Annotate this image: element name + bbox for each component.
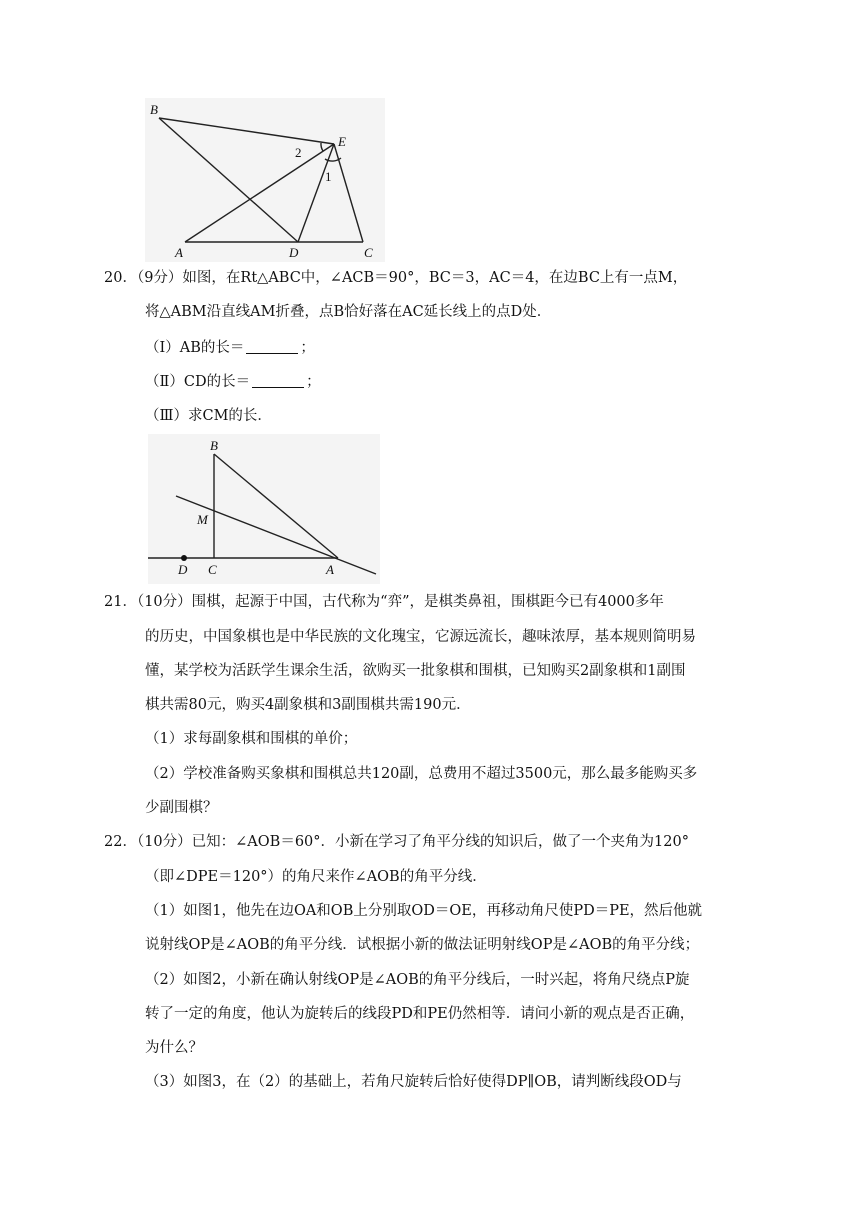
q20-part-1-text: （Ⅰ）AB的长＝: [145, 340, 245, 356]
q21-line-4: 棋共需80元，购买4副象棋和3副围棋共需190元．: [145, 697, 471, 713]
q20-line-1: 20．（9分）如图，在Rt△ABC中，∠ACB＝90°，BC＝3，AC＝4，在边BC上有一点M，: [104, 270, 688, 286]
q22-part-3: （3）如图3，在（2）的基础上，若角尺旋转后恰好使得DP∥OB，请判断线段OD与: [145, 1074, 682, 1090]
point-d-dot: [181, 555, 187, 561]
q21-part-2b: 少副围棋？: [145, 800, 218, 816]
q22-part-2b: 转了一定的角度，他认为旋转后的线段PD和PE仍然相等．请问小新的观点是否正确，: [145, 1006, 695, 1022]
q20-part-1: [145, 338, 315, 358]
label-angle-1: 1: [325, 169, 332, 184]
q20-part-2-suffix: ；: [306, 374, 321, 390]
label-b: B: [150, 102, 158, 117]
figure-right-triangle: [148, 434, 380, 584]
answer-blank[interactable]: [252, 373, 304, 388]
q20-part-1-suffix: ；: [300, 340, 315, 356]
q20-part-2-text: （Ⅱ）CD的长＝: [145, 374, 251, 390]
label-a: A: [326, 562, 334, 577]
q22-part-2c: 为什么？: [145, 1040, 203, 1056]
q21-part-1: （1）求每副象棋和围棋的单价；: [145, 731, 358, 747]
q20-part-3: （Ⅲ）求CM的长．: [145, 408, 272, 424]
q20-line-2: 将△ABM沿直线AM折叠，点B恰好落在AC延长线上的点D处．: [145, 304, 552, 320]
label-d: D: [289, 245, 299, 260]
q21-line-2: 的历史，中国象棋也是中华民族的文化瑰宝，它源远流长，趣味浓厚，基本规则简明易: [145, 629, 696, 645]
q21-line-3: 懂，某学校为活跃学生课余生活，欲购买一批象棋和围棋，已知购买2副象棋和1副围: [145, 663, 686, 679]
figure-triangle-fold: [145, 98, 385, 262]
q22-line-2: （即∠DPE＝120°）的角尺来作∠AOB的角平分线．: [145, 869, 487, 885]
q22-line-1: 22．（10分）已知：∠AOB＝60°．小新在学习了角平分线的知识后，做了一个夹角为120°: [104, 834, 689, 850]
label-a: A: [175, 245, 183, 260]
q22-part-1b: 说射线OP是∠AOB的角平分线．试根据小新的做法证明射线OP是∠AOB的角平分线；: [145, 937, 700, 953]
q21-line-1: 21．（10分）围棋，起源于中国，古代称为“弈”，是棋类鼻祖，围棋距今已有4000多年: [104, 594, 664, 610]
label-m: M: [197, 512, 208, 527]
label-d: D: [178, 562, 188, 577]
q20-part-2: [145, 372, 321, 392]
label-c: C: [364, 245, 373, 260]
q21-part-2a: （2）学校准备购买象棋和围棋总共120副，总费用不超过3500元，那么最多能购买多: [145, 766, 698, 782]
q22-part-1a: （1）如图1，他先在边OA和OB上分别取OD＝OE，再移动角尺使PD＝PE，然后他就: [145, 903, 703, 919]
answer-blank[interactable]: [246, 339, 298, 354]
label-e: E: [338, 134, 346, 149]
label-c: C: [208, 562, 217, 577]
label-angle-2: 2: [295, 145, 302, 160]
q22-part-2a: （2）如图2，小新在确认射线OP是∠AOB的角平分线后，一时兴起，将角尺绕点P旋: [145, 972, 690, 988]
label-b: B: [210, 438, 218, 453]
